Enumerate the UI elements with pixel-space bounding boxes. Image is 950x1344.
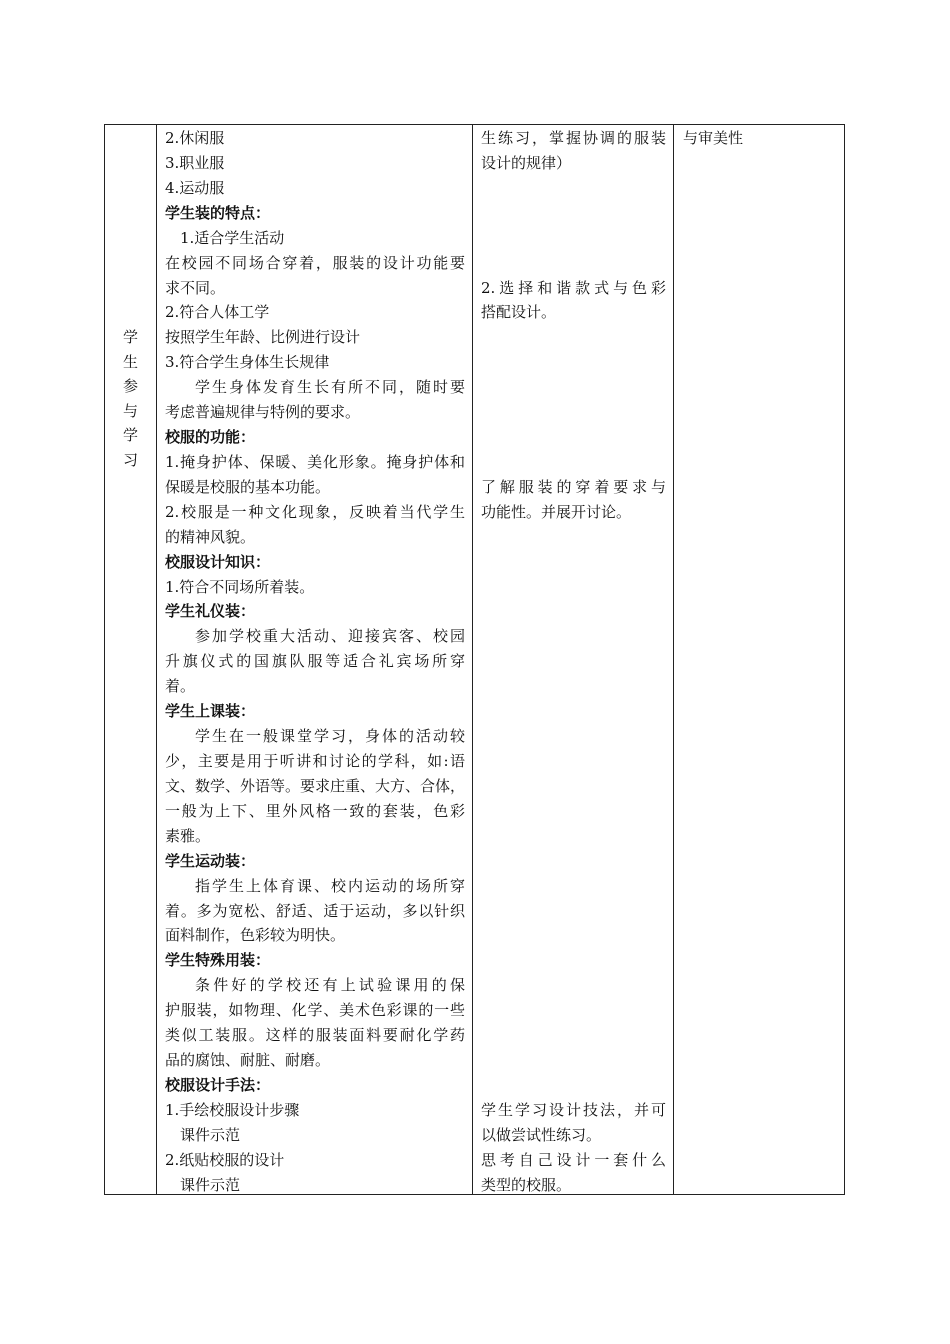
content-line: 着。多为宽松、舒适、适于运动，多以针织 [165, 901, 465, 920]
content-line: 课件示范 [180, 1175, 241, 1194]
section-heading: 学生装的特点： [165, 203, 271, 222]
content-line: 保暖是校服的基本功能。 [165, 477, 331, 496]
section-heading: 学生礼仪装： [165, 602, 256, 621]
activity-line: 搭配设计。 [481, 303, 557, 322]
student-activity-cell [481, 125, 666, 1194]
column-divider [156, 125, 157, 1194]
stage-label-cell [105, 125, 156, 1194]
section-heading: 学生特殊用装： [165, 951, 271, 970]
column-divider [472, 125, 473, 1194]
content-line: 品的腐蚀、耐脏、耐磨。 [165, 1051, 331, 1070]
content-line: 2.休闲服 [165, 129, 225, 147]
intent-line: 与审美性 [683, 129, 744, 147]
stage-label-char: 学 [122, 328, 138, 346]
activity-line: 功能性。并展开讨论。 [481, 502, 632, 521]
section-heading: 学生运动装： [165, 851, 256, 870]
content-line: 护服装，如物理、化学、美术色彩课的一些 [165, 1001, 465, 1020]
content-line: 求不同。 [165, 278, 226, 297]
content-line: 少，主要是用于听讲和讨论的学科，如:语 [165, 752, 465, 770]
content-line: 3.符合学生身体生长规律 [165, 353, 330, 372]
content-line: 的精神风貌。 [165, 527, 256, 546]
content-line: 2.校服是一种文化现象，反映着当代学生 [165, 502, 465, 521]
activity-line: 学生学习设计技法，并可 [481, 1100, 666, 1119]
section-heading: 校服设计知识： [165, 552, 271, 571]
section-heading: 学生上课装： [165, 702, 256, 721]
design-intent-cell [683, 125, 833, 1194]
content-line: 1.掩身护体、保暖、美化形象。掩身护体和 [165, 452, 465, 471]
content-line: 2.符合人体工学 [165, 303, 270, 322]
stage-label-char: 学 [122, 426, 138, 444]
activity-line: 设计的规律） [481, 153, 572, 172]
content-line: 1.手绘校服设计步骤 [165, 1100, 300, 1119]
content-line: 在校园不同场合穿着，服装的设计功能要 [165, 253, 465, 272]
content-line: 1.适合学生活动 [180, 228, 285, 247]
section-heading: 校服设计手法： [165, 1075, 271, 1094]
content-line: 按照学生年龄、比例进行设计 [165, 328, 361, 347]
activity-line: 思考自己设计一套什么 [481, 1150, 666, 1169]
content-line: 1.符合不同场所着装。 [165, 577, 315, 596]
content-line: 4.运动服 [165, 178, 225, 197]
content-line: 学生在一般课堂学习，身体的活动较 [195, 727, 465, 746]
stage-label-char: 生 [122, 352, 138, 371]
lesson-table [104, 124, 845, 1195]
content-line: 3.职业服 [165, 153, 225, 172]
content-line: 升旗仪式的国旗队服等适合礼宾场所穿 [165, 652, 465, 671]
content-line: 着。 [165, 677, 196, 696]
stage-label-char: 习 [122, 450, 138, 469]
content-line: 课件示范 [180, 1125, 241, 1144]
content-line: 文、数学、外语等。要求庄重、大方、合体， [165, 776, 466, 795]
activity-line: 以做尝试性练习。 [481, 1125, 602, 1144]
content-line: 2.纸贴校服的设计 [165, 1150, 285, 1169]
content-line: 学生身体发育生长有所不同，随时要 [195, 378, 465, 397]
content-line: 条件好的学校还有上试验课用的保 [195, 976, 465, 995]
activity-line: 类型的校服。 [481, 1175, 572, 1194]
activity-line: 生练习，掌握协调的服装 [481, 129, 666, 147]
content-line: 考虑普遍规律与特例的要求。 [165, 403, 361, 422]
stage-label-char: 参 [122, 377, 138, 395]
content-line: 类似工装服。这样的服装面料要耐化学药 [165, 1026, 465, 1045]
section-heading: 校服的功能： [165, 428, 256, 447]
stage-label-char: 与 [122, 401, 138, 420]
content-line: 一般为上下、里外风格一致的套装，色彩 [165, 801, 465, 820]
column-divider [673, 125, 674, 1194]
teaching-content-cell [165, 125, 465, 1194]
content-line: 面料制作，色彩较为明快。 [165, 926, 346, 945]
content-line: 素雅。 [165, 826, 211, 845]
activity-line: 了解服装的穿着要求与 [481, 477, 666, 496]
content-line: 参加学校重大活动、迎接宾客、校园 [195, 627, 465, 646]
content-line: 指学生上体育课、校内运动的场所穿 [195, 876, 465, 895]
activity-line: 2.选择和谐款式与色彩 [481, 278, 666, 297]
